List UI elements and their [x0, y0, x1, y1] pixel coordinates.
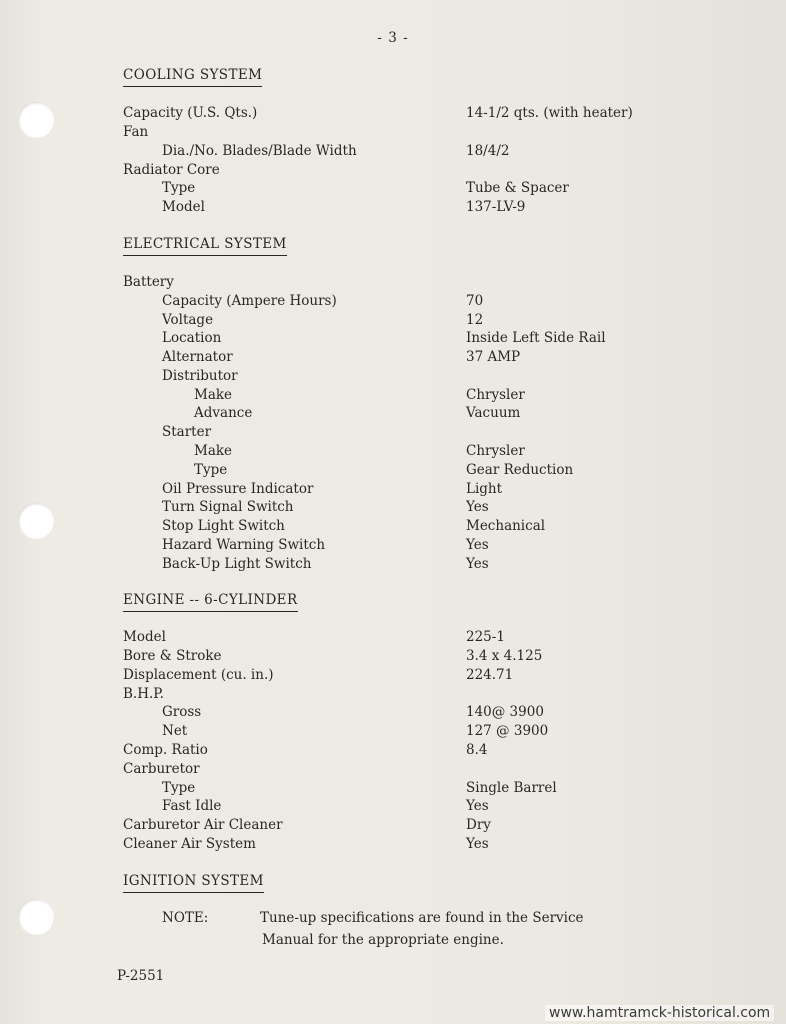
- spec-row: [0, 817, 786, 836]
- spec-label: Displacement (cu. in.): [123, 667, 274, 683]
- spec-label: Capacity (Ampere Hours): [162, 293, 337, 309]
- spec-label: Make: [194, 387, 233, 403]
- spec-row: [0, 648, 786, 667]
- note-text-line: Manual for the appropriate engine.: [262, 932, 504, 948]
- spec-row: [0, 686, 786, 705]
- spec-value: 14-1/2 qts. (with heater): [466, 105, 633, 121]
- spec-label: Carburetor: [123, 761, 200, 777]
- spec-value: 140@ 3900: [466, 704, 544, 720]
- spec-label: Fast Idle: [162, 798, 222, 814]
- spec-row: [0, 798, 786, 817]
- spec-value: 70: [466, 293, 484, 309]
- spec-label: Turn Signal Switch: [162, 499, 294, 515]
- spec-value: Gear Reduction: [466, 462, 574, 478]
- spec-value: Chrysler: [466, 443, 525, 459]
- spec-value: Yes: [466, 556, 489, 572]
- spec-value: 3.4 x 4.125: [466, 648, 543, 664]
- spec-value: Yes: [466, 836, 489, 852]
- spec-label: Fan: [123, 124, 149, 140]
- spec-value: 224.71: [466, 667, 514, 683]
- spec-label: Bore & Stroke: [123, 648, 222, 664]
- spec-row: [0, 629, 786, 648]
- page-number: - 3 -: [377, 30, 409, 46]
- spec-row: [0, 556, 786, 575]
- spec-label: Location: [162, 330, 222, 346]
- spec-row: [0, 537, 786, 556]
- spec-label: Comp. Ratio: [123, 742, 208, 758]
- spec-label: Oil Pressure Indicator: [162, 481, 314, 497]
- spec-row: [0, 405, 786, 424]
- spec-row: [0, 667, 786, 686]
- spec-row: [0, 780, 786, 799]
- spec-value: Mechanical: [466, 518, 546, 534]
- spec-label: Type: [162, 180, 196, 196]
- binder-hole: [18, 899, 54, 935]
- spec-row: [0, 368, 786, 387]
- spec-row: [0, 481, 786, 500]
- spec-row: [0, 274, 786, 293]
- spec-row: [0, 761, 786, 780]
- spec-row: [0, 704, 786, 723]
- spec-row: [0, 105, 786, 124]
- section-heading-ignition: IGNITION SYSTEM: [123, 873, 264, 893]
- spec-row: [0, 180, 786, 199]
- section-heading-cooling: COOLING SYSTEM: [123, 67, 262, 87]
- spec-value: Single Barrel: [466, 780, 557, 796]
- spec-label: Carburetor Air Cleaner: [123, 817, 283, 833]
- section-heading-electrical: ELECTRICAL SYSTEM: [123, 236, 287, 256]
- spec-label: Model: [162, 199, 205, 215]
- spec-row: [0, 742, 786, 761]
- spec-label: Alternator: [162, 349, 233, 365]
- document-code: P-2551: [117, 968, 165, 984]
- spec-label: Cleaner Air System: [123, 836, 256, 852]
- spec-label: Type: [162, 780, 196, 796]
- spec-value: Light: [466, 481, 503, 497]
- spec-value: Dry: [466, 817, 491, 833]
- spec-value: Yes: [466, 537, 489, 553]
- spec-row: [0, 349, 786, 368]
- spec-label: Radiator Core: [123, 162, 220, 178]
- note-label: NOTE:: [162, 910, 209, 926]
- watermark: www.hamtramck-historical.com: [545, 1005, 774, 1021]
- spec-label: Type: [194, 462, 228, 478]
- spec-value: 8.4: [466, 742, 488, 758]
- spec-label: Make: [194, 443, 233, 459]
- spec-label: Voltage: [162, 312, 214, 328]
- spec-value: Tube & Spacer: [466, 180, 569, 196]
- spec-row: [0, 499, 786, 518]
- section-heading-engine: ENGINE -- 6-CYLINDER: [123, 592, 298, 612]
- spec-label: Battery: [123, 274, 174, 290]
- spec-value: 225-1: [466, 629, 505, 645]
- spec-label: Starter: [162, 424, 212, 440]
- spec-label: Distributor: [162, 368, 238, 384]
- spec-label: B.H.P.: [123, 686, 164, 702]
- spec-value: 12: [466, 312, 484, 328]
- spec-row: [0, 330, 786, 349]
- spec-label: Back-Up Light Switch: [162, 556, 312, 572]
- spec-row: [0, 462, 786, 481]
- spec-row: [0, 312, 786, 331]
- spec-value: Yes: [466, 798, 489, 814]
- spec-label: Capacity (U.S. Qts.): [123, 105, 258, 121]
- spec-row: [0, 723, 786, 742]
- spec-row: [0, 199, 786, 218]
- spec-row: [0, 387, 786, 406]
- spec-value: Vacuum: [466, 405, 521, 421]
- spec-row: [0, 518, 786, 537]
- spec-label: Dia./No. Blades/Blade Width: [162, 143, 357, 159]
- spec-label: Net: [162, 723, 188, 739]
- note-text-line: Tune-up specifications are found in the Service: [260, 910, 584, 926]
- spec-row: [0, 443, 786, 462]
- spec-row: [0, 424, 786, 443]
- spec-row: [0, 836, 786, 855]
- spec-label: Advance: [194, 405, 253, 421]
- spec-value: 137-LV-9: [466, 199, 526, 215]
- spec-label: Stop Light Switch: [162, 518, 285, 534]
- spec-value: 37 AMP: [466, 349, 521, 365]
- spec-label: Model: [123, 629, 166, 645]
- spec-value: 18/4/2: [466, 143, 510, 159]
- spec-value: Chrysler: [466, 387, 525, 403]
- spec-value: Yes: [466, 499, 489, 515]
- spec-row: [0, 162, 786, 181]
- spec-label: Hazard Warning Switch: [162, 537, 326, 553]
- spec-label: Gross: [162, 704, 202, 720]
- spec-value: Inside Left Side Rail: [466, 330, 606, 346]
- spec-row: [0, 143, 786, 162]
- spec-value: 127 @ 3900: [466, 723, 549, 739]
- spec-row: [0, 124, 786, 143]
- spec-row: [0, 293, 786, 312]
